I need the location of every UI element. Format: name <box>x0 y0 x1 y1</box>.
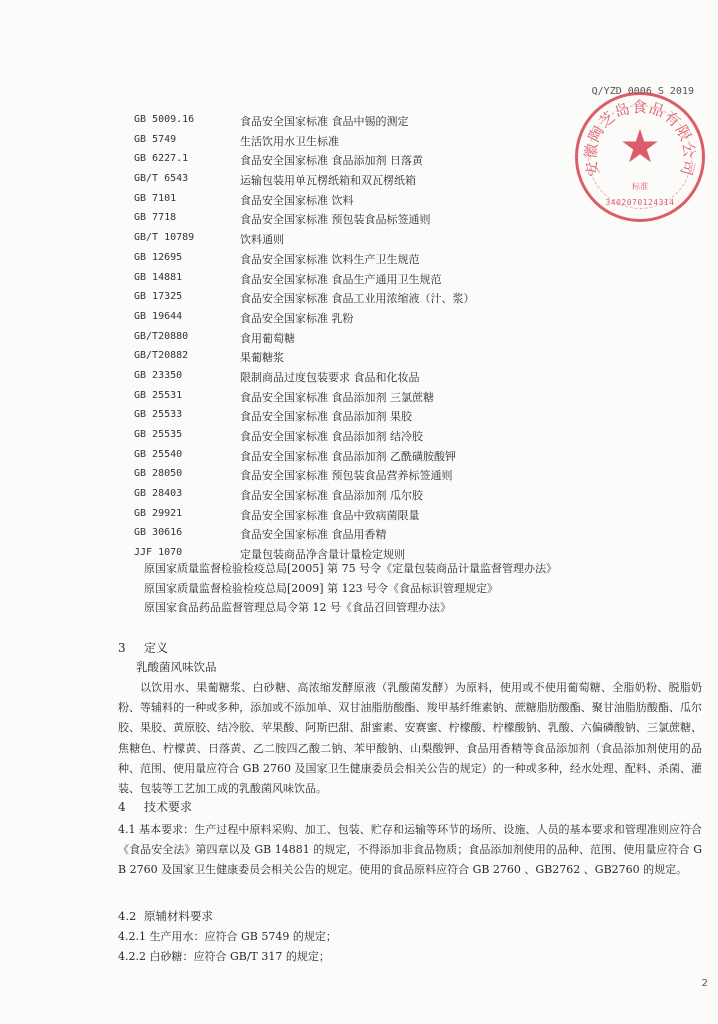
standard-row <box>134 191 574 211</box>
term-title: 乳酸菌风味饮品 <box>136 660 217 674</box>
standard-name: 食品安全国家标准 食品添加剂 瓜尔胶 <box>240 489 423 503</box>
standard-name: 食品安全国家标准 饮料 <box>240 193 354 207</box>
standard-code: GB/T20880 <box>134 330 189 342</box>
standard-row <box>134 210 574 230</box>
page-number: 2 <box>701 978 708 989</box>
standard-code: GB 6227.1 <box>134 153 189 165</box>
section-title: 技术要求 <box>144 800 193 814</box>
seal-number: 3402070124314 <box>605 198 675 207</box>
standard-row <box>134 388 574 408</box>
standard-name: 食品安全国家标准 预包装食品营养标签通则 <box>240 469 453 483</box>
subsection-4-2-heading <box>118 908 213 924</box>
standard-code: GB 25540 <box>134 448 183 460</box>
standard-row <box>134 506 574 526</box>
standard-name: 果葡糖浆 <box>240 351 284 365</box>
basic-requirements-paragraph: 4.1 基本要求：生产过程中原料采购、加工、包装、贮存和运输等环节的场所、设施、人员的基本要求和管理准则应符合《食品安全法》第四章以及 GB 14881 的规定，不得添加非食品物质；食品添加剂使用的品种、范围、使用量应符合 GB 2760 及国家卫生健康委员会相关公告的规定。使用的食品原料应符合 GB 2760 、GB2762 、GB2760 的规定。 <box>118 823 702 877</box>
standard-row <box>134 132 574 152</box>
standard-row <box>134 348 574 368</box>
section-number: 3 <box>118 641 126 655</box>
decree-list <box>144 560 557 619</box>
requirement-item: 4.2.2 白砂糖：应符合 GB/T 317 的规定； <box>118 950 330 963</box>
standard-row <box>134 368 574 388</box>
standard-row <box>134 112 574 132</box>
standard-code: GB 25533 <box>134 409 183 421</box>
standard-code: GB 5749 <box>134 133 177 145</box>
standard-code: GB/T 6543 <box>134 173 189 185</box>
standard-code: GB 28403 <box>134 488 183 500</box>
standard-name: 运输包装用单瓦楞纸箱和双瓦楞纸箱 <box>240 174 416 188</box>
standard-name: 食品安全国家标准 食品中锡的测定 <box>240 115 409 128</box>
decree-item: 原国家质量监督检验检疫总局[2009] 第 123 号令《食品标识管理规定》 <box>144 581 499 595</box>
standard-code: GB 28050 <box>134 468 183 480</box>
standard-code: GB/T 10789 <box>134 232 195 244</box>
seal-company-name: 安徽陶芝岛食品有限公司 <box>581 97 699 179</box>
standard-code: GB 25535 <box>134 429 183 440</box>
company-seal <box>575 92 705 222</box>
standard-code: GB 25531 <box>134 389 183 401</box>
standard-code: GB 19644 <box>134 310 183 322</box>
standard-name: 食品安全国家标准 食品用香精 <box>240 528 387 542</box>
seal-sub-text: 标准 <box>632 182 648 191</box>
standard-name: 食品安全国家标准 食品添加剂 日落黄 <box>240 154 423 168</box>
standard-code: GB/T20882 <box>134 350 189 362</box>
definition-paragraph: 以饮用水、果葡糖浆、白砂糖、高浓缩发酵原液（乳酸菌发酵）为原料，使用或不使用葡萄糖、全脂奶粉、脱脂奶粉、等辅料的一种或多种，添加或不添加单、双甘油脂肪酸酯、羧甲基纤维素钠、蔗糖脂肪酸酯、聚甘油脂肪酸酯、瓜尔胶、果胶、黄原胶、结冷胶、苹果酸、阿斯巴甜、甜蜜素、安赛蜜、柠檬酸、柠檬酸钠、乳酸、六偏磷酸钠、三氯蔗糖、焦糖色、柠檬黄、日落黄、乙二胺四乙酸二钠、苯甲酸钠、山梨酸钾、食品用香精等食品添加剂（食品添加剂使用的品种、范围、使用量应符合 GB 2760 及国家卫生健康委员会相关公告的规定）的一种或多种，经水处理、配料、杀菌、灌装、包装等工艺加工成的乳酸菌风味饮品。 <box>118 681 702 796</box>
standard-code: GB 23350 <box>134 369 183 381</box>
document-code: Q/YZD 0006 S 2019 <box>591 86 694 97</box>
standard-name: 食品安全国家标准 食品添加剂 三氯蔗糖 <box>240 390 434 404</box>
standard-row <box>134 466 574 486</box>
standard-row <box>134 525 574 545</box>
standard-row <box>134 171 574 191</box>
section-title: 定义 <box>144 641 169 655</box>
standard-row <box>134 447 574 467</box>
requirement-item: 4.2.1 生产用水：应符合 GB 5749 的规定； <box>118 930 337 943</box>
decree-item: 原国家食品药品监督管理总局令第 12 号《食品召回管理办法》 <box>144 601 451 614</box>
decree-item: 原国家质量监督检验检疫总局[2005] 第 75 号令《定量包装商品计量监督管理办法》 <box>144 562 558 575</box>
standard-code: GB 14881 <box>134 271 183 283</box>
standard-code: GB 5009.16 <box>134 114 195 125</box>
standard-row <box>134 289 574 309</box>
standard-name: 饮料通则 <box>240 233 284 247</box>
standard-row <box>134 230 574 250</box>
standard-code: GB 29921 <box>134 507 183 519</box>
subsection-number: 4.2 <box>118 909 137 923</box>
standard-row <box>134 329 574 349</box>
standard-name: 食品安全国家标准 食品生产通用卫生规范 <box>240 272 442 286</box>
standard-name: 食品安全国家标准 食品工业用浓缩液（汁、浆） <box>240 292 475 306</box>
standard-code: GB 7101 <box>134 192 177 204</box>
standard-row <box>134 427 574 447</box>
standard-name: 食品安全国家标准 饮料生产卫生规范 <box>240 252 420 266</box>
standard-code: GB 17325 <box>134 291 183 303</box>
star-icon: ★ <box>619 119 661 173</box>
standard-code: GB 12695 <box>134 251 183 263</box>
standard-row <box>134 309 574 329</box>
standard-name: 限制商品过度包装要求 食品和化妆品 <box>240 370 420 384</box>
section-number: 4 <box>118 800 126 814</box>
standards-list <box>134 112 574 565</box>
standard-name: 定量包装商品净含量计量检定规则 <box>240 548 405 562</box>
standard-name: 食品安全国家标准 食品添加剂 乙酰磺胺酸钾 <box>240 449 456 463</box>
standard-row <box>134 486 574 506</box>
standard-row <box>134 407 574 427</box>
standard-code: GB 30616 <box>134 527 183 539</box>
section-4-heading <box>118 798 192 815</box>
subsection-title: 原辅材料要求 <box>144 909 213 923</box>
section-3-heading <box>118 639 168 656</box>
standard-row <box>134 270 574 290</box>
standard-name: 食品安全国家标准 预包装食品标签通则 <box>240 213 431 227</box>
standard-row <box>134 151 574 171</box>
standard-row <box>134 250 574 270</box>
standard-name: 食品安全国家标准 食品中致病菌限量 <box>240 508 420 522</box>
standard-name: 食品安全国家标准 食品添加剂 结冷胶 <box>240 430 423 443</box>
standard-name: 食用葡萄糖 <box>240 331 295 345</box>
standard-code: JJF 1070 <box>134 547 183 559</box>
standard-name: 食品安全国家标准 乳粉 <box>240 311 354 325</box>
standard-name: 生活饮用水卫生标准 <box>240 134 339 148</box>
standard-name: 食品安全国家标准 食品添加剂 果胶 <box>240 410 412 424</box>
standard-code: GB 7718 <box>134 212 177 224</box>
